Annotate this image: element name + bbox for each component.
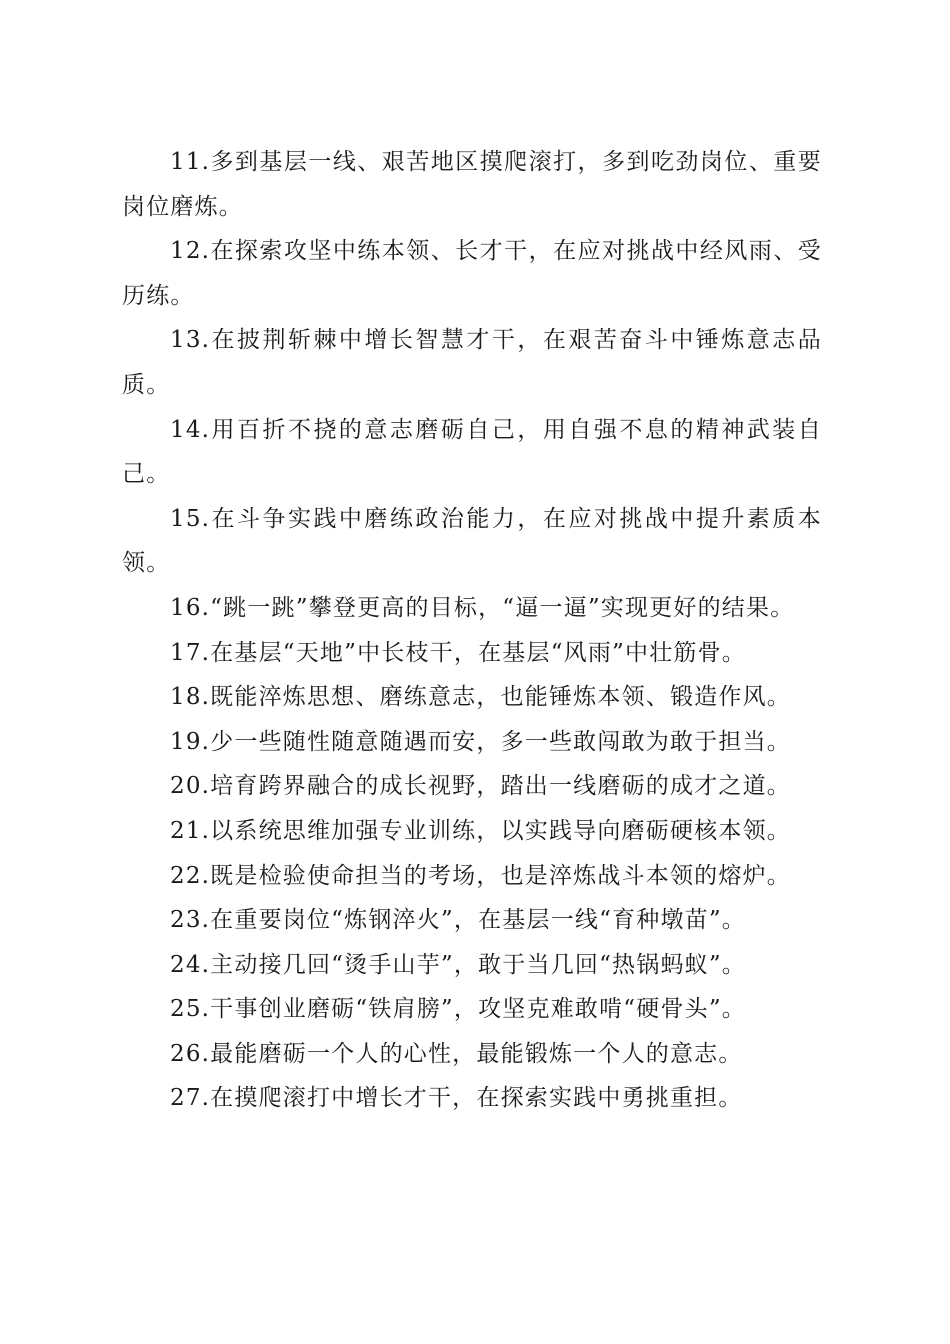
list-item-16: 16.“跳一跳”攀登更高的目标，“逼一逼”实现更好的结果。 [170, 594, 795, 621]
list-item-26: 26.最能磨砺一个人的心性，最能锻炼一个人的意志。 [170, 1040, 743, 1067]
list-item-15: 15.在斗争实践中磨练政治能力，在应对挑战中提升素质本领。 [122, 505, 822, 577]
list-item-19: 19.少一些随性随意随遇而安，多一些敢闯敢为敢于担当。 [170, 728, 791, 755]
list-item-23: 23.在重要岗位“炼钢淬火”，在基层一线“育种墩苗”。 [170, 907, 747, 934]
list-item-13: 13.在披荆斩棘中增长智慧才干，在艰苦奋斗中锤炼意志品质。 [122, 327, 822, 398]
list-item-27: 27.在摸爬滚打中增长才干，在探索实践中勇挑重担。 [170, 1085, 743, 1112]
list-item-20: 20.培育跨界融合的成长视野，踏出一线磨砺的成才之道。 [170, 773, 791, 800]
list-item-25: 25.干事创业磨砺“铁肩膀”，攻坚克难敢啃“硬骨头”。 [170, 996, 747, 1023]
list-item-18: 18.既能淬炼思想、磨练意志，也能锤炼本领、锻造作风。 [170, 684, 791, 711]
document-body [122, 140, 822, 1121]
list-item-24: 24.主动接几回“烫手山芋”，敢于当几回“热锅蚂蚁”。 [170, 951, 747, 978]
list-item-22: 22.既是检验使命担当的考场，也是淬炼战斗本领的熔炉。 [170, 862, 791, 889]
list-item-12: 12.在探索攻坚中练本领、长才干，在应对挑战中经风雨、受历练。 [122, 238, 822, 309]
list-item-17: 17.在基层“天地”中长枝干，在基层“风雨”中壮筋骨。 [170, 639, 747, 666]
list-item-21: 21.以系统思维加强专业训练，以实践导向磨砺硬核本领。 [170, 817, 791, 844]
list-item-11: 11.多到基层一线、艰苦地区摸爬滚打，多到吃劲岗位、重要岗位磨炼。 [122, 149, 822, 220]
list-item-14: 14.用百折不挠的意志磨砺自己，用自强不息的精神武装自己。 [122, 416, 822, 488]
